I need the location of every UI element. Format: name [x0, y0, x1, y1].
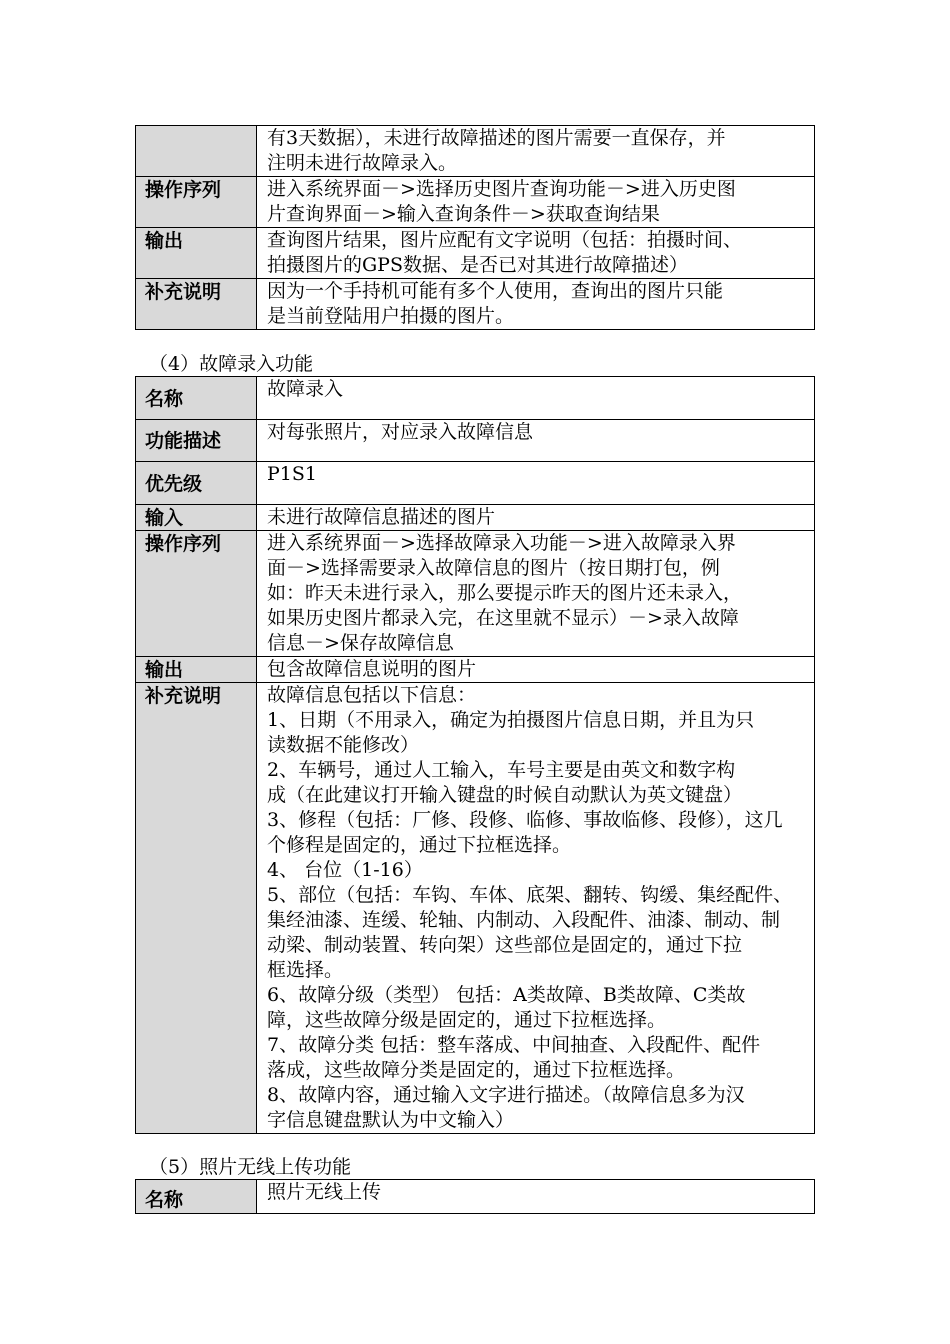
table-row	[136, 683, 815, 1134]
row-label: 优先级	[136, 462, 257, 505]
row-label: 名称	[136, 1180, 257, 1214]
table-row	[136, 657, 815, 683]
section-caption: （5）照片无线上传功能	[149, 1156, 352, 1178]
row-value: 因为一个手持机可能有多个人使用，查询出的图片只能 是当前登陆用户拍摄的图片。	[257, 279, 815, 330]
table-row	[136, 420, 815, 462]
row-value: P1S1	[257, 462, 815, 505]
row-label: 操作序列	[136, 531, 257, 657]
row-label: 操作序列	[136, 177, 257, 228]
table-row	[136, 505, 815, 531]
table-row	[136, 279, 815, 330]
table-row	[136, 228, 815, 279]
row-value: 进入系统界面－>选择故障录入功能－>进入故障录入界 面－>选择需要录入故障信息的图片（按日期打包，例 如：昨天未进行录入，那么要提示昨天的图片还未录入， 如果历史图片都录入完，在这里就不显示）－>录入故障 信息－>保存故障信息	[257, 531, 815, 657]
row-label: 功能描述	[136, 420, 257, 462]
table-row	[136, 462, 815, 505]
row-label: 补充说明	[136, 279, 257, 330]
row-value: 照片无线上传	[257, 1180, 815, 1214]
row-value: 对每张照片，对应录入故障信息	[257, 420, 815, 462]
row-label: 名称	[136, 377, 257, 420]
table-row	[136, 177, 815, 228]
row-value: 故障录入	[257, 377, 815, 420]
row-value: 有3天数据），未进行故障描述的图片需要一直保存，并 注明未进行故障录入。	[257, 126, 815, 177]
section-caption: （4）故障录入功能	[149, 353, 314, 375]
history-query-table	[135, 125, 815, 330]
row-label: 输出	[136, 228, 257, 279]
table-row	[136, 531, 815, 657]
row-label	[136, 126, 257, 177]
row-value: 进入系统界面－>选择历史图片查询功能－>进入历史图 片查询界面－>输入查询条件－>获取查询结果	[257, 177, 815, 228]
row-label: 补充说明	[136, 683, 257, 1134]
table-row	[136, 126, 815, 177]
table-row	[136, 1180, 815, 1214]
row-label: 输出	[136, 657, 257, 683]
photo-upload-table	[135, 1179, 815, 1214]
row-value: 故障信息包括以下信息： 1、日期（不用录入，确定为拍摄图片信息日期，并且为只 读数据不能修改） 2、车辆号，通过人工输入，车号主要是由英文和数字构 成（在此建议打开输入键盘的时候自动默认为英文键盘） 3、修程（包括：厂修、段修、临修、事故临修、段修），这几 个修程是固定的，通过下拉框选择。 4、 台位（1-16） 5、部位（包括：车钩、车体、底架、翻转、钩缓、集经配件、 集经油漆、连缓、轮轴、内制动、入段配件、油漆、制动、制 动梁、制动装置、转向架）这些部位是固定的，通过下拉 框选择。 6、故障分级（类型） 包括：A类故障、B类故障、C类故 障，这些故障分级是固定的，通过下拉框选择。 7、故障分类 包括：整车落成、中间抽查、入段配件、配件 落成，这些故障分类是固定的，通过下拉框选择。 8、故障内容，通过输入文字进行描述。（故障信息多为汉 字信息键盘默认为中文输入）	[257, 683, 815, 1134]
table-row	[136, 377, 815, 420]
row-value: 查询图片结果，图片应配有文字说明（包括：拍摄时间、 拍摄图片的GPS数据、是否已对其进行故障描述）	[257, 228, 815, 279]
fault-entry-table	[135, 376, 815, 1134]
row-label: 输入	[136, 505, 257, 531]
row-value: 包含故障信息说明的图片	[257, 657, 815, 683]
row-value: 未进行故障信息描述的图片	[257, 505, 815, 531]
